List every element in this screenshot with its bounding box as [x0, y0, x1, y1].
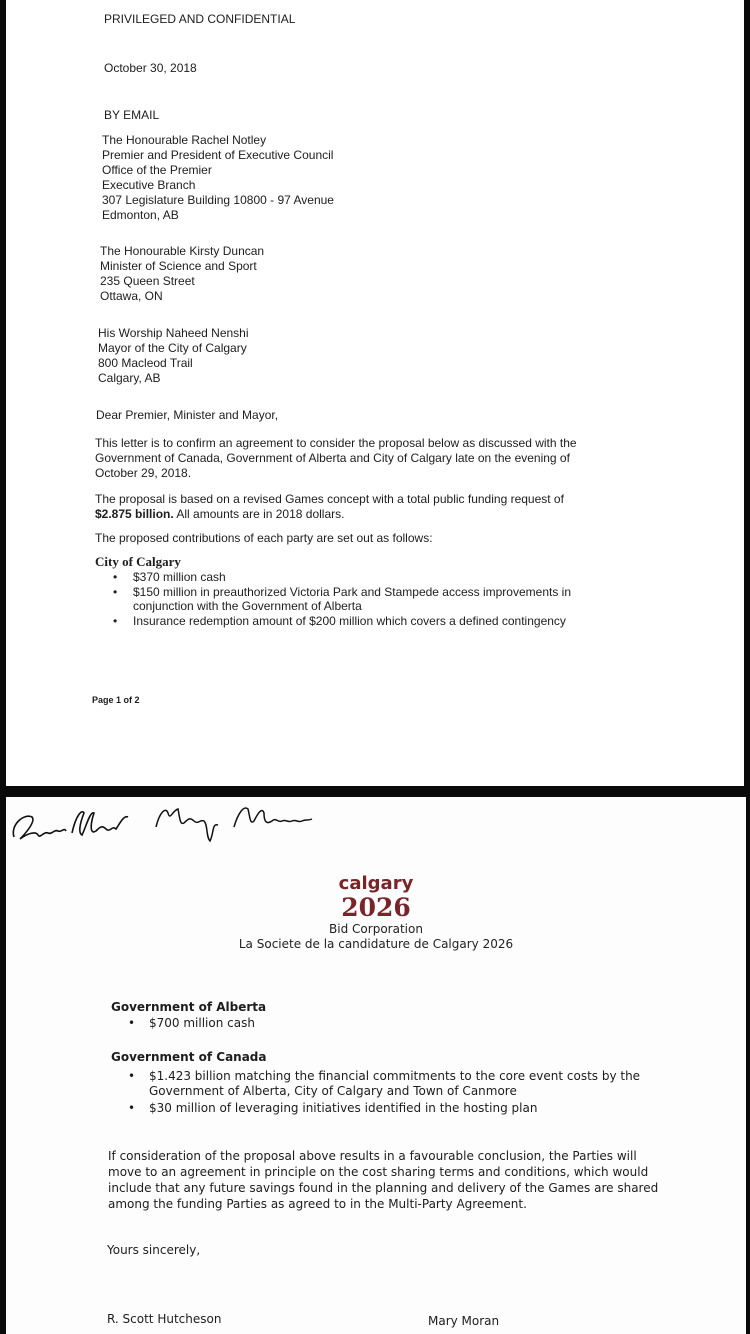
closing-paragraph: [108, 1148, 658, 1212]
address-line: Mayor of the City of Calgary: [98, 341, 247, 355]
paragraph-line: Government of Canada, Government of Alberta and City of Calgary late on the evening of: [95, 451, 570, 465]
calgary-logo-year: 2026: [341, 893, 411, 922]
paragraph-line: If consideration of the proposal above results in a favourable conclusion, the Parties will: [108, 1149, 637, 1163]
logo-subtitle: Bid Corporation: [329, 922, 423, 936]
address-line: Executive Branch: [102, 178, 196, 192]
canada-contributions-list: [111, 1069, 640, 1116]
paragraph-line: [95, 507, 564, 522]
address-line: Calgary, AB: [98, 371, 161, 385]
address-line: Minister of Science and Sport: [100, 259, 257, 273]
delivery-method: BY EMAIL: [104, 108, 160, 122]
sign-off: Yours sincerely,: [107, 1243, 201, 1257]
bullet-icon: •: [128, 1101, 136, 1115]
address-line: 800 Macleod Trail: [98, 356, 193, 370]
address-line: Premier and President of Executive Council: [102, 148, 334, 162]
funding-paragraph: [95, 492, 564, 522]
address-line: Office of the Premier: [102, 163, 212, 177]
list-item: • $1.423 billion matching the financial commitments to the core event costs by the Government of Alberta, City of Calgary and Town of Canmore: [128, 1069, 641, 1098]
bullet-icon: •: [113, 570, 118, 584]
list-item: • Insurance redemption amount of $200 million which covers a defined contingency: [113, 614, 566, 628]
paragraph-line: include that any future savings found in the planning and delivery of the Games are shared: [108, 1181, 659, 1195]
letter-page-1: [6, 0, 744, 786]
page-number: Page 1 of 2: [92, 695, 140, 705]
recipient-address-2: [100, 244, 264, 304]
recipient-address-3: [98, 326, 249, 386]
list-item: • $370 million cash: [113, 570, 226, 584]
list-item: • $700 million cash: [128, 1016, 255, 1030]
calgary-logo-word: calgary: [338, 873, 414, 894]
city-of-calgary-heading: City of Calgary: [95, 554, 181, 569]
government-of-alberta-heading: Government of Alberta: [111, 1000, 267, 1014]
paragraph-line: October 29, 2018.: [95, 466, 192, 480]
bullet-icon: •: [128, 1069, 136, 1083]
address-line: The Honourable Kirsty Duncan: [100, 244, 265, 258]
address-line: Ottawa, ON: [100, 289, 163, 303]
signature-moran: [150, 797, 320, 849]
salutation: Dear Premier, Minister and Mayor,: [96, 408, 279, 422]
signature-hutcheson: [6, 803, 146, 849]
bullet-icon: •: [128, 1016, 136, 1030]
confidential-header: PRIVILEGED AND CONFIDENTIAL: [104, 12, 296, 26]
paragraph-line: This letter is to confirm an agreement to consider the proposal below as discussed with the: [95, 436, 577, 450]
address-line: The Honourable Rachel Notley: [102, 133, 267, 147]
address-line: His Worship Naheed Nenshi: [98, 326, 249, 340]
list-item: • $150 million in preauthorized Victoria Park and Stampede access improvements in conjunction with the Government of Alberta: [113, 585, 572, 613]
city-contributions-list: [95, 570, 571, 628]
address-line: 235 Queen Street: [100, 274, 195, 288]
paragraph-line: The proposal is based on a revised Games concept with a total public funding request of: [95, 492, 564, 506]
paragraph-line: move to an agreement in principle on the cost sharing terms and conditions, which would: [108, 1165, 649, 1179]
contributions-intro: The proposed contributions of each party are set out as follows:: [95, 531, 433, 545]
logo-subtitle-french: La Societe de la candidature de Calgary 2026: [238, 937, 514, 951]
bullet-icon: •: [113, 614, 118, 628]
alberta-contributions-list: [111, 1016, 255, 1030]
address-line: 307 Legislature Building 10800 - 97 Avenue: [102, 193, 334, 207]
signer-name-2: Mary Moran: [428, 1314, 500, 1328]
signer-name-1: R. Scott Hutcheson: [107, 1312, 222, 1326]
funding-total: $2.875 billion.: [95, 507, 174, 521]
paragraph-line: among the funding Parties as agreed to in the Multi-Party Agreement.: [108, 1197, 527, 1211]
bullet-icon: •: [113, 585, 118, 599]
letter-page-2: [6, 797, 746, 1334]
address-line: Edmonton, AB: [102, 208, 179, 222]
letter-date: October 30, 2018: [104, 61, 197, 75]
intro-paragraph: [95, 436, 577, 481]
recipient-address-1: [102, 133, 334, 223]
funding-note: All amounts are in 2018 dollars.: [173, 507, 345, 521]
government-of-canada-heading: Government of Canada: [111, 1050, 267, 1064]
list-item: • $30 million of leveraging initiatives identified in the hosting plan: [128, 1101, 538, 1115]
